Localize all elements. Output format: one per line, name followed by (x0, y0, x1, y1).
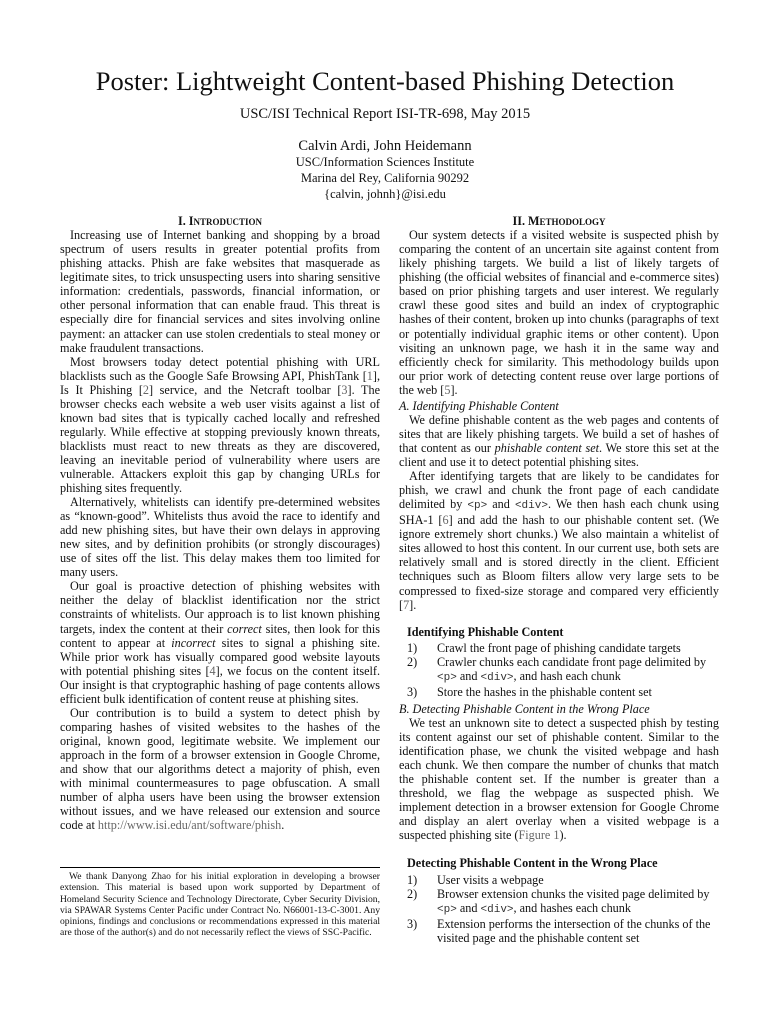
section-heading-methodology: II. Methodology (512, 214, 606, 228)
address: Marina del Rey, California 90292 (300, 171, 470, 185)
citation-link[interactable]: 3 (341, 382, 348, 397)
subsection-heading-a: A. Identifying Phishable Content (399, 398, 559, 413)
email: {calvin, johnh}@isi.edu (324, 187, 446, 201)
citation-link[interactable]: 5 (444, 382, 451, 397)
software-url-link[interactable]: http://www.isi.edu/ant/software/phish (97, 818, 282, 833)
footnote-divider (60, 867, 380, 868)
intro-paragraph-5: Our contribution is to build a system to detect phish by comparing hashes of visited websites to the hashes of the original, known good, legitimate website. We implement our approach in the form of a browser extension in Google Chrome, and show that our algorithms detect a majority of phish, even with minimal countermeasures to page obfuscation. A small number of alpha users have been using the browser extension without issues, and we have released our extension and source code at http://www.isi.edu/ant/software/phish. (60, 705, 380, 833)
algorithm-b-steps (399, 873, 719, 945)
intro-paragraph-3: Alternatively, whitelists can identify pre-determined websites as “known-good”. Whitelists thus avoid the race to identify and add new phishing sites, but have their own delays in approving new sites, and by definition prohibits (or strongly discourages) use of sites off the list. This delay makes them too limited for many users. (60, 495, 380, 580)
authors: Calvin Ardi, John Heidemann (298, 138, 472, 154)
list-item: 1) Crawl the front page of phishing candidate targets (407, 640, 681, 655)
algorithm-a-title: Identifying Phishable Content (407, 624, 564, 639)
intro-paragraph-2: Most browsers today detect potential phishing with URL blacklists such as the Google Safe Browsing API, PhishTank [1], Is It Phishing [2] service, and the Netcraft toolbar [3]. The browser checks each website a web user visits against a list of known bad sites that is typically cached locally and refreshed regularly. While effective at stopping previously known threats, blacklists must react to new threats as they are discovered, leaving an inevitable period of vulnerability where users are vulnerable. Attackers exploit this gap by changing URLs for phishing sites frequently. (60, 354, 380, 496)
list-item: 3) Store the hashes in the phishable content set (407, 684, 652, 699)
algorithm-b-title: Detecting Phishable Content in the Wrong Place (407, 856, 658, 871)
list-item: 1) User visits a webpage (407, 872, 544, 887)
affiliation: USC/Information Sciences Institute (295, 155, 475, 169)
report-subtitle: USC/ISI Technical Report ISI-TR-698, May 2015 (239, 106, 531, 122)
citation-link[interactable]: 1 (366, 368, 373, 383)
paper-title: Poster: Lightweight Content-based Phishing Detection (95, 66, 675, 96)
list-item: 2) Browser extension chunks the visited page delimited by <p> and <div>, and hashes each chunk (407, 886, 710, 916)
citation-link[interactable]: 2 (142, 382, 149, 397)
intro-paragraph-4: Our goal is proactive detection of phishing websites with neither the delay of blacklist identification nor the strict constraints of whitelists. Our approach is to list known phishing targets, index the content at their correct sites, then look for this content to appear at incorrect sites to signal a phishing site. While prior work has visually compared good website layouts with potential phishing sites [4], we focus on the content itself. Our insight is that cryptographic hashing of page contents allows efficient bulk identification of content reuse at phishing sites. (60, 579, 381, 706)
subsection-heading-b: B. Detecting Phishable Content in the Wrong Place (399, 701, 650, 716)
section-heading-introduction: I. Introduction (177, 214, 263, 228)
subsection-a-paragraph-2: After identifying targets that are likely to be candidates for phish, we crawl and chunk the front page of each candidate delimited by <p> and <div>. We then hash each chunk using SHA-1 [6] and add the hash to our phishable content set. (We ignore extremely short chunks.) We also maintain a whitelist of sites allowed to host this content. In our current use, both sets are relatively small and is stored directly in the client. Efficient techniques such as Bloom filters allow very large sets to be compressed to fixed-size storage and compared very efficiently [7]. (399, 469, 719, 612)
left-column (60, 214, 380, 832)
list-item: 2) Crawler chunks each candidate front page delimited by <p> and <div>, and hash each chunk (407, 654, 707, 684)
figure-link[interactable]: Figure 1 (518, 828, 560, 843)
subsection-a-paragraph-1: We define phishable content as the web pages and contents of sites that are likely phishing targets. We build a set of hashes of that content as our phishable content set. We store this set at the client and use it to detect potential phishing sites. (399, 412, 720, 470)
list-item: 3) Extension performs the intersection of the chunks of the visited page and the phishable content set (407, 916, 711, 945)
citation-link[interactable]: 7 (403, 597, 410, 612)
intro-paragraph-1: Increasing use of Internet banking and shopping by a broad spectrum of users results in greater potential profits from phishing attacks. Phish are fake websites that masquerade as legitimate sites, to trick unsuspecting users into sharing sensitive information: credentials, passwords, financial information, or other personal information that can enable fraud. This threat is especially dire for financial services and sites involving online payment: an attacker can use stolen credentials to steal money or make fraudulent transactions. (60, 228, 380, 355)
algorithm-a-steps (399, 641, 719, 699)
subsection-b-paragraph-1: We test an unknown site to detect a suspected phish by testing its content against our set of phishable content. Similar to the identification phase, we chunk the visited webpage and hash each chunk. We then compare the number of chunks that match the phishable content set. If the number is greater than a threshold, we flag the webpage as suspected phish. We implement detection in a browser extension for Google Chrome and display an alert overlay when a visited webpage is a suspected phishing site (Figure 1). (399, 716, 719, 843)
citation-link[interactable]: 4 (209, 663, 216, 678)
method-paragraph-1: Our system detects if a visited website is suspected phish by comparing the content of an uncertain site against content from likely phishing targets. We build a list of likely targets of phishing (the official websites of financial and e-commerce sites) based on prior phishing targets and user interest. We regularly crawl these good sites and build an index of cryptographic hashes of their content, broken up into chunks (paragraphs of text or potentially individual graphic items or other content). Upon visiting an unknown page, we hash it in the same way and efficiently check for similarity. This methodology builds upon our prior work of detecting content reuse over large portions of the web [5]. (399, 228, 719, 397)
right-column (399, 214, 719, 945)
citation-link[interactable]: 6 (442, 513, 449, 528)
acknowledgement-footnote: We thank Danyong Zhao for his initial exploration in developing a browser extension. This material is based upon work supported by Department of Homeland Security Science and Technology Directorate, Cyber Security Division, via SPAWAR Systems Center Pacific under Contract No. N66001-13-C-3001. Any opinions, findings and conclusions or recommendations expressed in this material are those of the author(s) and do not necessarily reflect the views of SSC-Pacific. (60, 871, 380, 939)
